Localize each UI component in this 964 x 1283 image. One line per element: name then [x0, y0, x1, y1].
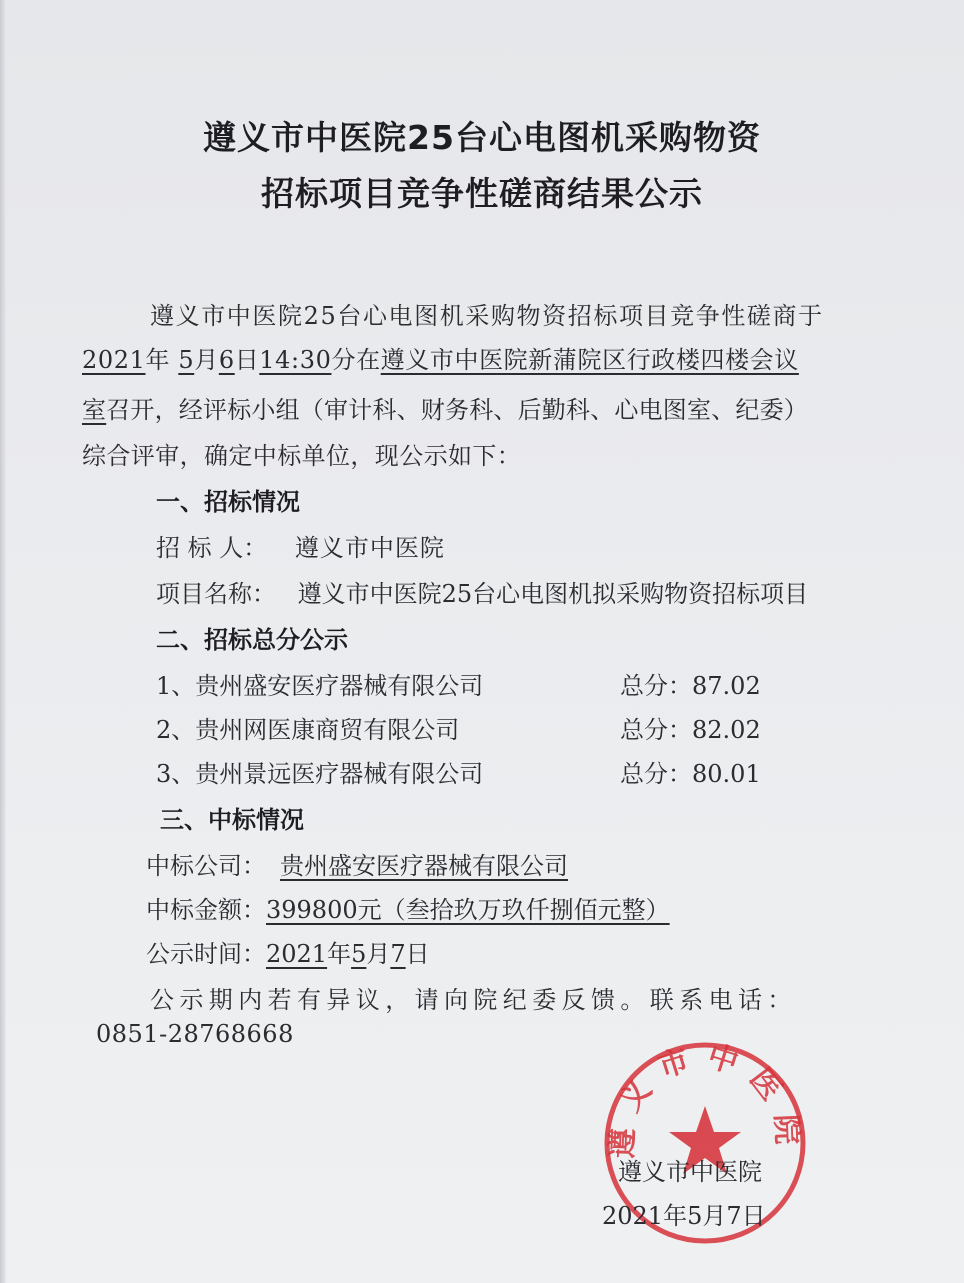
score-value: 87.02 — [692, 672, 761, 700]
winner-row — [146, 846, 582, 881]
meeting-time: 14:30 — [259, 346, 332, 374]
time-label: 公示时间： — [146, 940, 266, 968]
intro-line3 — [82, 390, 808, 425]
score-label: 总分： — [620, 716, 692, 744]
intro-line3-rest: 召开，经评标小组（审计科、财务科、后勤科、心电图室、纪委） — [106, 396, 809, 424]
year-unit: 年 — [145, 346, 171, 374]
section3-heading: 三、中标情况 — [160, 806, 304, 834]
score-value: 82.02 — [692, 716, 761, 744]
bidder-name: 贵州景远医疗器械有限公司 — [195, 760, 484, 788]
amount-label: 中标金额： — [146, 896, 266, 924]
intro-line4: 综合评审，确定中标单位，现公示如下： — [82, 442, 522, 470]
day-unit: 日 — [234, 346, 260, 374]
winner-value: 贵州盛安医疗器械有限公司 — [280, 852, 568, 880]
time-day-unit: 日 — [405, 940, 430, 968]
time-year: 2021 — [266, 940, 328, 968]
bidder-row-3 — [156, 754, 483, 789]
bidder-name: 贵州盛安医疗器械有限公司 — [195, 672, 484, 700]
project-row — [156, 574, 808, 609]
amount-row — [146, 890, 670, 925]
project-value: 遵义市中医院25台心电图机拟采购物资招标项目 — [297, 580, 809, 608]
score-value: 80.01 — [692, 760, 761, 788]
bidder-score-1 — [620, 666, 761, 701]
tenderer-value: 遵义市中医院 — [294, 534, 445, 562]
signature-name: 遵义市中医院 — [618, 1158, 762, 1186]
svg-text:遵义市中医院: 遵义市中医院 — [605, 1038, 805, 1160]
meeting-place: 遵义市中医院新蒲院区行政楼四楼会议 — [380, 346, 799, 374]
intro-line1: 遵义市中医院25台心电图机采购物资招标项目竞争性磋商于 — [150, 302, 824, 330]
bidder-index: 1、 — [156, 672, 196, 700]
meeting-year: 2021 — [82, 346, 146, 374]
section2-heading: 二、招标总分公示 — [156, 626, 348, 654]
meeting-month: 5 — [178, 346, 195, 374]
bidder-score-2 — [620, 710, 761, 745]
bidder-score-3 — [620, 754, 761, 789]
score-label: 总分： — [620, 760, 692, 788]
amount-value: 399800元（叁拾玖万玖仟捌佰元整） — [266, 896, 670, 924]
tenderer-row — [156, 528, 445, 563]
time-day: 7 — [390, 940, 406, 968]
contact-line: 公示期内若有异议，请向院纪委反馈。联系电话： — [150, 986, 797, 1014]
bidder-name: 贵州网医康商贸有限公司 — [195, 716, 460, 744]
winner-label: 中标公司： — [146, 852, 266, 880]
signature-date: 2021年5月7日 — [602, 1202, 766, 1230]
tenderer-label: 招 标 人： — [156, 534, 268, 562]
time-month: 5 — [351, 940, 367, 968]
month-unit: 月 — [194, 346, 219, 374]
time-suffix: 分在 — [331, 346, 381, 374]
publish-time-row — [146, 934, 430, 969]
intro-line2 — [82, 340, 799, 375]
contact-phone: 0851-28768668 — [96, 1020, 294, 1048]
bidder-row-2 — [156, 710, 459, 745]
meeting-place-end: 室 — [82, 396, 107, 424]
bidder-index: 3、 — [156, 760, 196, 788]
time-year-unit: 年 — [327, 940, 352, 968]
document-title-line2: 招标项目竞争性磋商结果公示 — [261, 174, 703, 213]
section1-heading: 一、招标情况 — [156, 488, 300, 516]
document-title-line1: 遵义市中医院25台心电图机采购物资 — [203, 118, 761, 157]
bidder-index: 2、 — [156, 716, 196, 744]
meeting-day: 6 — [218, 346, 235, 374]
project-label: 项目名称： — [156, 580, 276, 608]
bidder-row-1 — [156, 666, 483, 701]
score-label: 总分： — [620, 672, 692, 700]
time-month-unit: 月 — [366, 940, 391, 968]
